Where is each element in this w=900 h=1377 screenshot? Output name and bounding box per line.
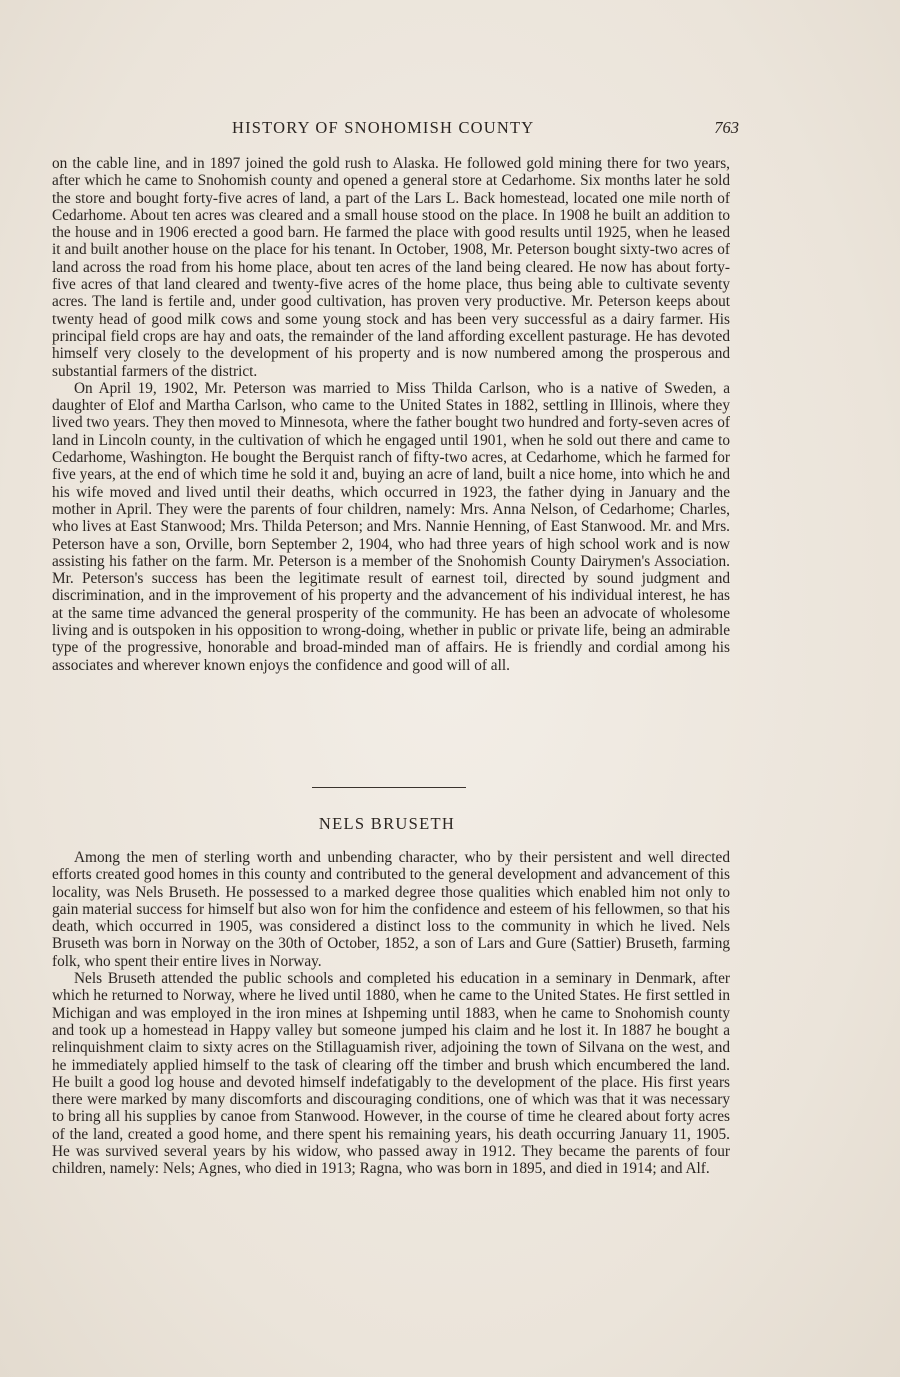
body-paragraph: On April 19, 1902, Mr. Peterson was married to Miss Thilda Carlson, who is a native of Sweden, a daughter of Elof and Martha Carlson, who came to the United States in 1882, settling in Illinois, where they lived two years. They then moved to Minnesota, where the father bought two hundred and forty-seven acres of land in Lincoln county, in the cultivation of which he engaged until 1901, when he sold out there and came to Cedarhome, Washington. He bought the Berquist ranch of fifty-two acres, at Cedarhome, which he farmed for five years, at the end of which time he sold it and, buying an acre of land, built a nice home, into which he and his wife moved and lived until their deaths, which occurred in 1923, the father dying in January and the mother in April. They were the parents of four children, namely: Mrs. Anna Nelson, of Cedarhome; Charles, who lives at East Stanwood; Mrs. Thilda Peterson; and Mrs. Nannie Henning, of East Stanwood. Mr. and Mrs. Peterson have a son, Orville, born September 2, 1904, who had three years of high school work and is now assisting his father on the farm. Mr. Peterson is a member of the Snohomish County Dairymen's Association. Mr. Peterson's success has been the legitimate result of earnest toil, directed by sound judgment and discrimination, and in the improvement of his property and the advancement of his individual interest, he has at the same time advanced the general prosperity of the community. He has been an advocate of wholesome living and is outspoken in his opposition to wrong-doing, whether in public or private life, being an admirable type of the progressive, honorable and broad-minded man of affairs. He is friendly and cordial among his associates and wherever known enjoys the confidence and good will of all. [52, 379, 730, 674]
body-paragraph: Among the men of sterling worth and unbending character, who by their persistent and well directed efforts created good homes in this county and contributed to the general development and advancement of this locality, was Nels Bruseth. He possessed to a marked degree those qualities which enabled him not only to gain material success for himself but also won for him the confidence and esteem of his fellowmen, so that his death, which occurred in 1905, was considered a distinct loss to the community in which he lived. Nels Bruseth was born in Norway on the 30th of October, 1852, a son of Lars and Gure (Sattier) Bruseth, farming folk, who spent their entire lives in Norway. [52, 849, 730, 970]
body-paragraph: on the cable line, and in 1897 joined the gold rush to Alaska. He followed gold mining there for two years, after which he came to Snohomish county and opened a general store at Cedarhome. Six months later he sold the store and bought forty-five acres of land, a part of the Lars L. Back homestead, located one mile north of Cedarhome. About ten acres was cleared and a small house stood on the place. In 1908 he built an addition to the house and in 1906 erected a good barn. He farmed the place with good results until 1925, when he leased it and built another house on the place for his tenant. In October, 1908, Mr. Peterson bought sixty-two acres of land across the road from his home place, about ten acres of the land being cleared. He now has about forty-five acres of that land cleared and twenty-five acres of the home place, thus being able to cultivate seventy acres. The land is fertile and, under good cultivation, has proven very productive. Mr. Peterson keeps about twenty head of good milk cows and some young stock and has been very successful as a dairy farmer. His principal field crops are hay and oats, the remainder of the land affording excellent pasturage. He has devoted himself very closely to the development of his property and is now numbered among the prosperous and substantial farmers of the district. [52, 155, 730, 380]
running-title: HISTORY OF SNOHOMISH COUNTY [232, 118, 535, 137]
section-heading: NELS BRUSETH [318, 814, 456, 833]
section-divider-rule [312, 787, 466, 788]
page-number: 763 [714, 118, 739, 137]
peterson-biography-continuation [52, 155, 730, 674]
body-paragraph: Nels Bruseth attended the public schools and completed his education in a seminary in Denmark, after which he returned to Norway, where he lived until 1880, when he came to the United States. He first settled in Michigan and was employed in the iron mines at Ishpeming until 1883, when he came to Snohomish county and took up a homestead in Happy valley but someone jumped his claim and he lost it. In 1887 he bought a relinquishment claim to sixty acres on the Stillaguamish river, adjoining the town of Silvana on the west, and he immediately applied himself to the task of clearing off the timber and brush which encumbered the land. He built a good log house and devoted himself indefatigably to the development of the place. His first years there were marked by many discomforts and discouraging conditions, one of which was that it was necessary to bring all his supplies by canoe from Stanwood. However, in the course of time he cleared about forty acres of the land, created a good home, and there spent his remaining years, his death occurring January 11, 1905. He was survived several years by his widow, who passed away in 1912. They became the parents of four children, namely: Nels; Agnes, who died in 1913; Ragna, who was born in 1895, and died in 1914; and Alf. [52, 970, 730, 1178]
running-header [52, 118, 739, 140]
bruseth-biography [52, 849, 730, 1178]
